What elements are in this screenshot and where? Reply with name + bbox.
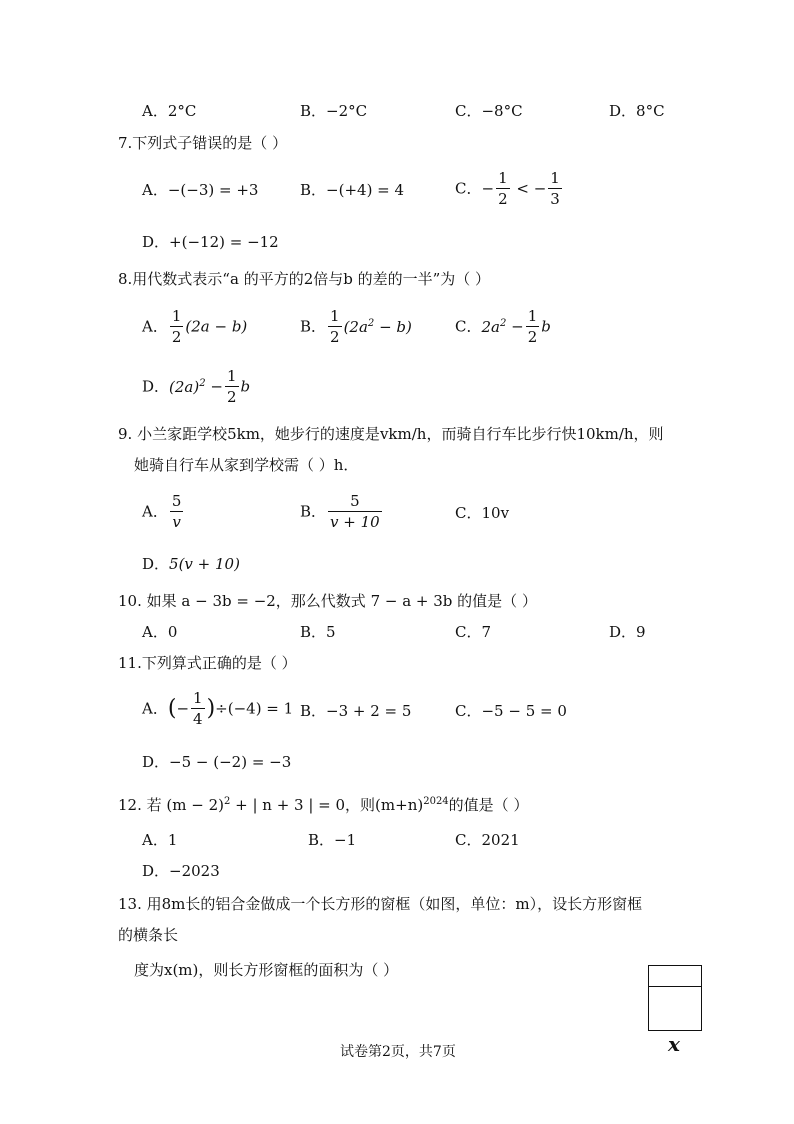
q6-option-b: B．−2°C <box>300 102 368 120</box>
fraction: $\frac{1}{2}$ <box>171 307 182 346</box>
q8-option-a: A． $\frac{1}{2}$ (2a − b) <box>142 307 248 346</box>
q6-option-a: A．2°C <box>142 102 197 120</box>
fraction: $\frac{1}{2}$ <box>226 367 237 406</box>
q7-option-c: C．− $\frac{1}{2}$ < − $\frac{1}{3}$ <box>455 169 560 208</box>
fraction: $\frac{5}{v}$ <box>171 492 182 531</box>
q12-option-b: B．−1 <box>308 831 357 849</box>
q7-option-b: B．−(+4) = 4 <box>300 181 405 199</box>
q13-stem-line2: 的横条长 <box>118 926 179 944</box>
q8-option-b: B． $\frac{1}{2}$ $(2a^2 - b)$ <box>300 307 412 346</box>
q9-stem-line2: 她骑自行车从家到学校需（ ）h． <box>134 456 359 474</box>
fraction: $\frac{1}{2}$ <box>498 169 508 208</box>
q6-option-c: C．−8°C <box>455 102 523 120</box>
q11-option-b: B．−3 + 2 = 5 <box>300 702 412 720</box>
q12-option-d: D．−2023 <box>142 862 220 880</box>
fraction: $\frac{1}{2}$ <box>527 307 538 346</box>
fraction: $\frac{1}{4}$ <box>193 689 203 728</box>
q10-stem: 10. 如果 a − 3b = −2，那么代数式 7 − a + 3b 的值是（ ） <box>118 592 537 610</box>
fraction: $\frac{5}{v + 10}$ <box>330 492 380 531</box>
q7-option-d: D．+(−12) = −12 <box>142 233 279 251</box>
q11-option-d: D．−5 − (−2) = −3 <box>142 753 292 771</box>
q13-stem-line3: 度为x(m)，则长方形窗框的面积为（ ） <box>134 961 399 979</box>
q8-option-c: C．$2a^2$ − $\frac{1}{2}$ b <box>455 307 551 346</box>
page-footer: 试卷第2页，共7页 <box>340 1044 456 1060</box>
fraction: $\frac{1}{3}$ <box>550 169 560 208</box>
q7-option-a: A．−(−3) = +3 <box>142 181 259 199</box>
q10-option-a: A．0 <box>142 623 178 641</box>
window-frame-figure <box>648 965 702 1031</box>
q8-stem: 8.用代数式表示“a 的平方的2倍与b 的差的一半”为（ ） <box>118 270 491 288</box>
q9-option-b: B． $\frac{5}{v + 10}$ <box>300 492 380 531</box>
q12-stem: 12. 若 $(m - 2)^2$ + | n + 3 | = 0，则$(m+n)^{2024}$的值是（ ） <box>118 796 529 814</box>
q13-stem-line1: 13. 用8m长的铝合金做成一个长方形的窗框（如图，单位：m），设长方形窗框 <box>118 895 643 913</box>
q7-stem: 7.下列式子错误的是（ ） <box>118 134 288 152</box>
q6-option-d: D．8°C <box>609 102 665 120</box>
q10-option-b: B．5 <box>300 623 336 641</box>
window-crossbar <box>649 986 701 987</box>
q9-option-c: C．10v <box>455 504 510 522</box>
q9-option-d: D．5(v + 10) <box>142 555 240 573</box>
q9-option-a: A． $\frac{5}{v}$ <box>142 492 182 531</box>
q11-stem: 11.下列算式正确的是（ ） <box>118 654 297 672</box>
figure-label-x: x <box>668 1032 680 1056</box>
q12-option-a: A．1 <box>142 831 178 849</box>
q11-option-a: A．(− $\frac{1}{4}$ )÷(−4) = 1 <box>142 689 294 728</box>
q12-option-c: C．2021 <box>455 831 520 849</box>
q9-stem-line1: 9. 小兰家距学校5km，她步行的速度是vkm/h，而骑自行车比步行快10km/h，则 <box>118 425 664 443</box>
q8-option-d: D．$(2a)^2$ − $\frac{1}{2}$ b <box>142 367 251 406</box>
fraction: $\frac{1}{2}$ <box>330 307 340 346</box>
q11-option-c: C．−5 − 5 = 0 <box>455 702 567 720</box>
q10-option-d: D．9 <box>609 623 646 641</box>
q10-option-c: C．7 <box>455 623 492 641</box>
